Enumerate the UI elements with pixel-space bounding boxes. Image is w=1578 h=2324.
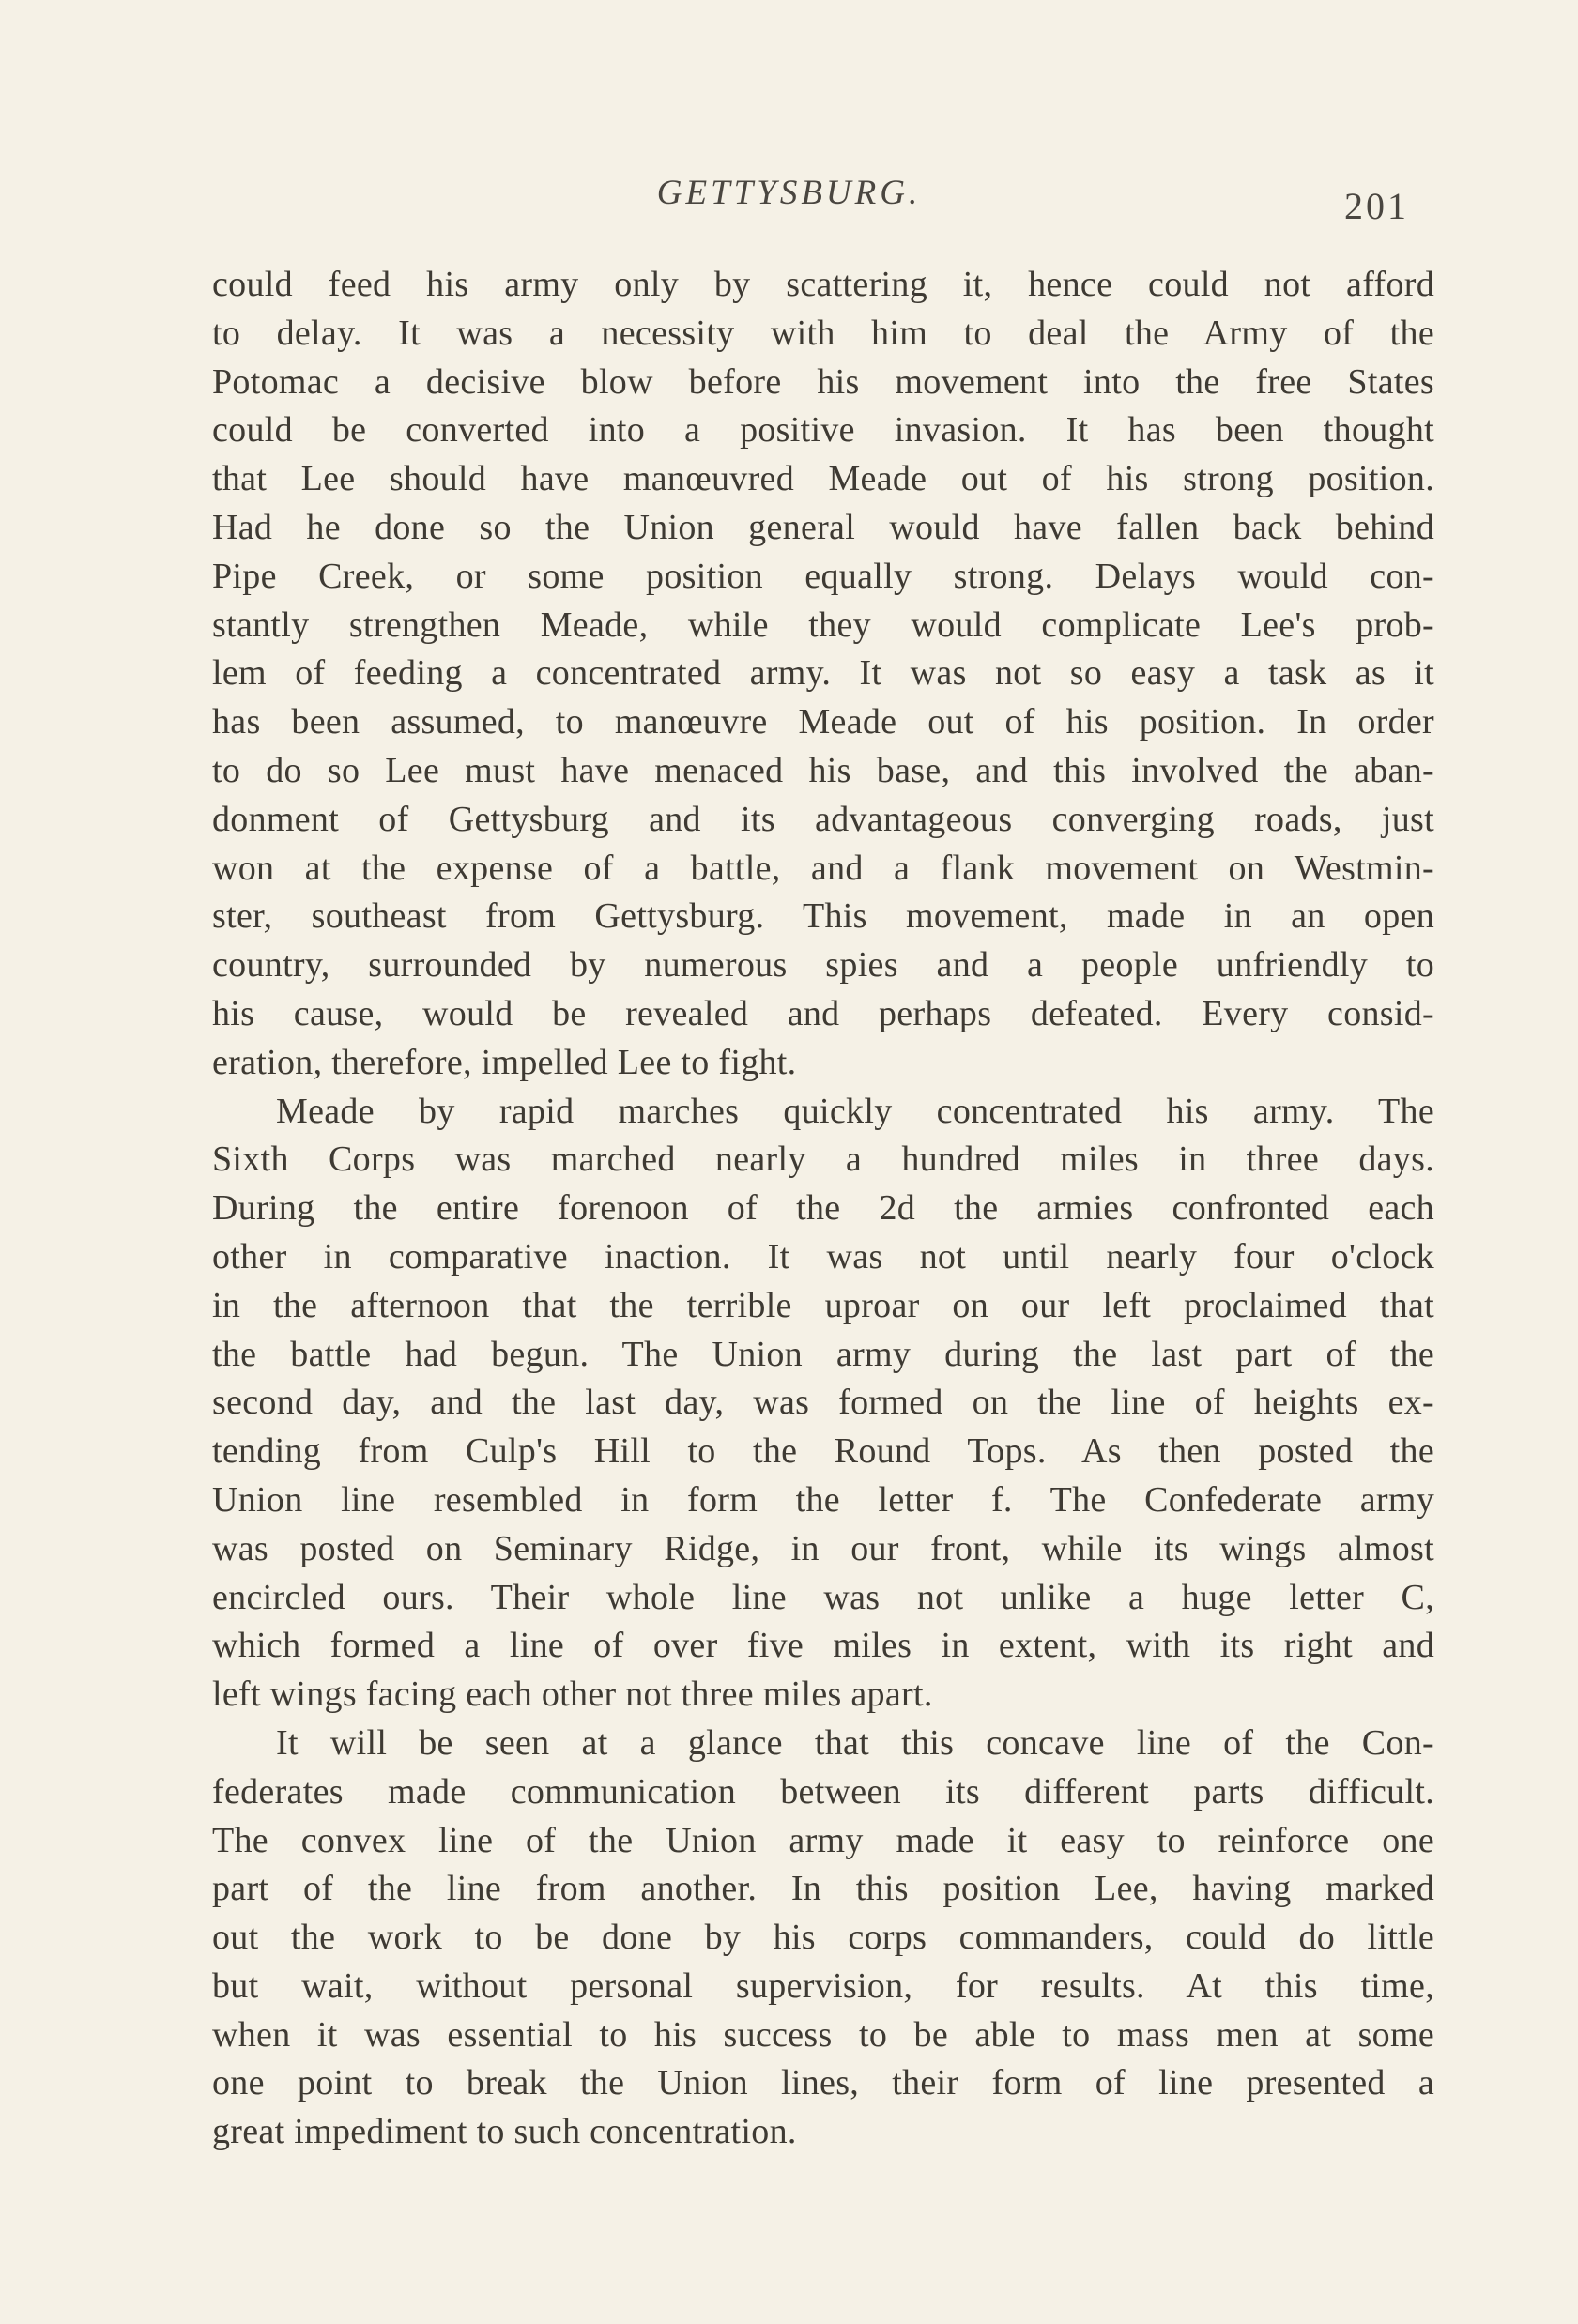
paragraph-end-line: eration, therefore, impelled Lee to fight. (212, 1042, 797, 1082)
text-line: donment of Gettysburg and its advantageous converging roads, just (212, 799, 1434, 839)
body-text (212, 261, 1434, 2157)
text-line: which formed a line of over five miles in extent, with its right and (212, 1626, 1434, 1666)
text-line: ster, southeast from Gettysburg. This movement, made in an open (212, 896, 1434, 937)
text-line: the battle had begun. The Union army during the last part of the (212, 1334, 1434, 1374)
text-line: The convex line of the Union army made it easy to reinforce one (212, 1820, 1434, 1860)
text-line: second day, and the last day, was formed on the line of heights ex- (212, 1383, 1434, 1423)
text-line: Union line resembled in form the letter f. The Confederate army (212, 1479, 1434, 1520)
paragraph-start-line: It will be seen at a glance that this concave line of the Con- (276, 1722, 1434, 1763)
text-line: but wait, without personal supervision, for results. At this time, (212, 1965, 1434, 2006)
text-line: stantly strengthen Meade, while they would complicate Lee's prob- (212, 604, 1434, 645)
text-line: other in comparative inaction. It was not until nearly four o'clock (212, 1236, 1434, 1277)
text-line: Pipe Creek, or some position equally strong. Delays would con- (212, 556, 1434, 596)
paragraph-end-line: great impediment to such concentration. (212, 2112, 797, 2152)
text-line: when it was essential to his success to be able to mass men at some (212, 2014, 1434, 2055)
text-line: could feed his army only by scattering it, hence could not afford (212, 265, 1434, 304)
text-line: out the work to be done by his corps commanders, could do little (212, 1918, 1434, 1958)
paragraph-end-line: left wings facing each other not three miles apart. (212, 1674, 933, 1715)
text-line: tending from Culp's Hill to the Round Tops. As then posted the (212, 1431, 1434, 1472)
text-line: one point to break the Union lines, their form of line presented a (212, 2063, 1434, 2103)
text-line: Sixth Corps was marched nearly a hundred miles in three days. (212, 1139, 1434, 1180)
page-number: 201 (1344, 185, 1409, 227)
text-line: his cause, would be revealed and perhaps defeated. Every consid- (212, 993, 1434, 1033)
text-line: was posted on Seminary Ridge, in our front, while its wings almost (212, 1528, 1434, 1568)
text-line: that Lee should have manœuvred Meade out of his strong position. (212, 459, 1434, 499)
text-line: could be converted into a positive invasion. It has been thought (212, 410, 1434, 451)
text-line: to do so Lee must have menaced his base, and this involved the aban- (212, 750, 1434, 790)
text-line: part of the line from another. In this position Lee, having marked (212, 1869, 1434, 1909)
text-line: encircled ours. Their whole line was not unlike a huge letter C, (212, 1577, 1434, 1617)
paragraph-start-line: Meade by rapid marches quickly concentrated his army. The (276, 1091, 1434, 1131)
text-line: During the entire forenoon of the 2d the armies confronted each (212, 1188, 1434, 1229)
text-line: Potomac a decisive blow before his movement into the free States (212, 361, 1434, 402)
text-line: has been assumed, to manœuvre Meade out of his position. In order (212, 702, 1434, 742)
text-line: Had he done so the Union general would have fallen back behind (212, 507, 1434, 547)
text-line: to delay. It was a necessity with him to deal the Army of the (212, 313, 1434, 353)
text-line: lem of feeding a concentrated army. It was not so easy a task as it (212, 653, 1434, 694)
text-line: in the afternoon that the terrible uproar on our left proclaimed that (212, 1285, 1434, 1325)
text-line: country, surrounded by numerous spies and a people unfriendly to (212, 945, 1434, 986)
text-line: won at the expense of a battle, and a flank movement on Westmin- (212, 848, 1434, 888)
text-line: federates made communication between its different parts difficult. (212, 1771, 1434, 1812)
running-head-title: GETTYSBURG. (656, 174, 922, 212)
